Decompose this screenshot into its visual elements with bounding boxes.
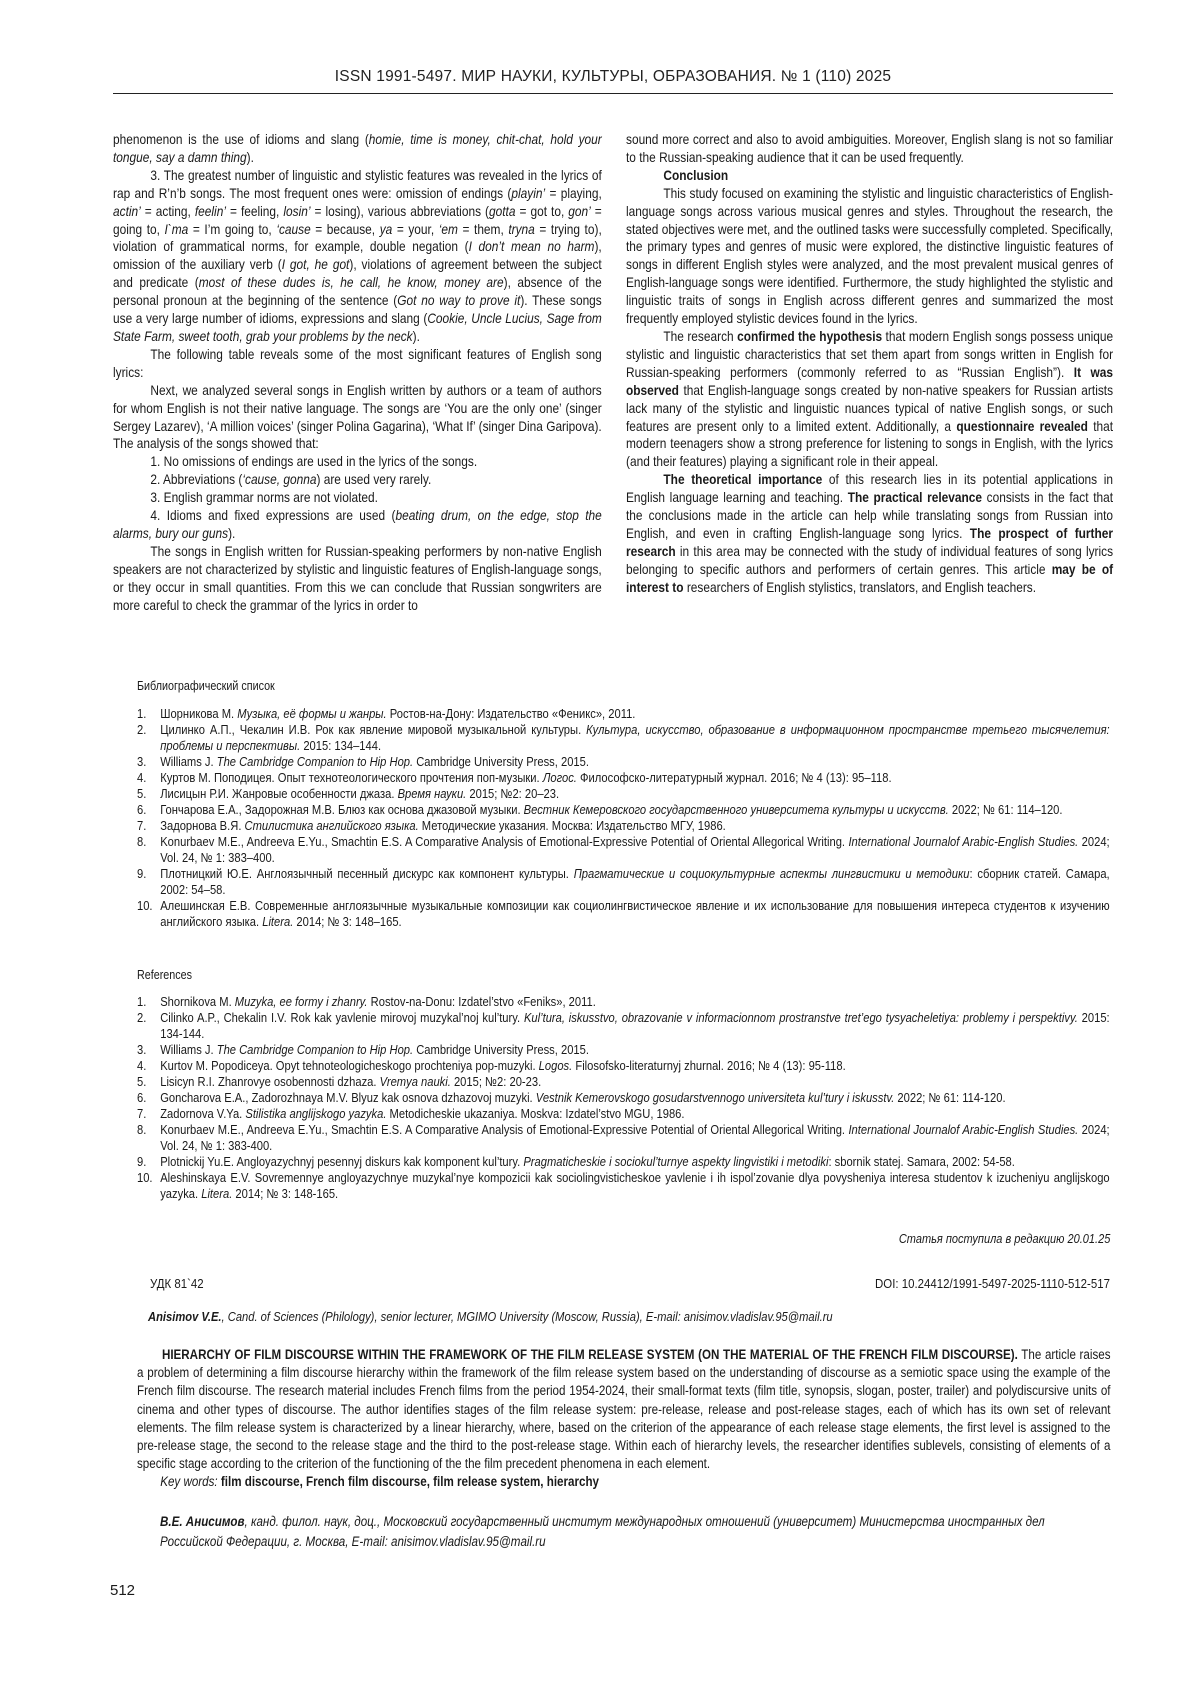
- reference-text: [160, 898, 1109, 930]
- bold-text: The prospect of further research: [626, 524, 1114, 559]
- text-run: ), violations of agreement between the subject and predicate (: [113, 256, 602, 291]
- text-run: Лисицын Р.И. Жанровые особенности джаза.: [160, 786, 398, 801]
- author-ru: [160, 1512, 1106, 1552]
- italic-text: Pragmaticheskie i sociokul’turnye aspekty lingvistiki i metodiki: [523, 1154, 829, 1169]
- italic-text: Vestnik Kemerovskogo gosudarstvennogo universiteta kul’tury i iskusstv.: [535, 1090, 895, 1105]
- text-run: The research: [663, 327, 738, 344]
- italic-text: feelin’: [194, 202, 226, 219]
- text-run: 3. English grammar norms are not violated.: [150, 489, 378, 506]
- bibliography-list: [137, 706, 1110, 930]
- italic-text: Litera.: [262, 914, 294, 929]
- bold-text: HIERARCHY OF FILM DISCOURSE WITHIN THE FRAMEWORK OF THE FILM RELEASE SYSTEM (ON THE MATERIAL OF THE FRENCH FILM DISCOURSE).: [161, 1347, 1018, 1362]
- text-run: 3. The greatest number of linguistic and stylistic features was revealed in the lyrics of rap and R’n’b songs. The most frequent ones were: omission of endings (: [113, 166, 602, 201]
- text-run: ) are used very rarely.: [316, 471, 432, 488]
- paragraph: [113, 131, 602, 167]
- text-run: consists in the fact that the conclusions made in the article can help while translating songs from Russian into English, and even in crafting English-language song lyrics.: [626, 489, 1114, 541]
- reference-item: [137, 898, 1110, 930]
- text-run: = because,: [310, 220, 380, 237]
- paragraph: [626, 471, 1113, 596]
- italic-text: Vremya nauki.: [379, 1074, 451, 1089]
- text-run: in this area may be connected with the study of individual features of song lyrics belonging to specific authors and performers of certain genres. This article: [626, 542, 1114, 577]
- reference-item: [137, 1010, 1110, 1042]
- right-column: [626, 131, 1113, 597]
- text-run: = playing,: [545, 184, 602, 201]
- reference-number: 4.: [137, 1058, 147, 1073]
- reference-number: 10.: [137, 1170, 153, 1185]
- reference-item: [137, 754, 1110, 770]
- text-run: : сборник статей. Самара, 2002: 54–58.: [160, 866, 1110, 897]
- text-run: Goncharova E.A., Zadorozhnaya M.V. Blyuz kak osnova dzhazovoj muzyki.: [160, 1090, 536, 1105]
- text-run: Konurbaev M.E., Andreeva E.Yu., Smachtin E.S. A Comparative Analysis of Emotional-Expressive Potential of Oriental Allegorical Writing.: [160, 1122, 849, 1137]
- text-run: 1. No omissions of endings are used in the lyrics of the songs.: [150, 453, 478, 470]
- paragraph: [626, 185, 1113, 328]
- text-run: Shornikova M.: [160, 994, 235, 1009]
- reference-text: [160, 706, 1109, 722]
- text-run: of this research lies in its potential applications in English language learning and teaching.: [626, 471, 1114, 506]
- italic-text: I don’t mean no harm: [468, 238, 595, 255]
- text-run: Cambridge University Press, 2015.: [413, 1042, 589, 1057]
- reference-text: [160, 1010, 1109, 1042]
- text-run: that modern English songs possess unique stylistic and linguistic characteristics that set them apart from songs written in English for Russian-speaking performers (commonly referred to as “Russian English”).: [626, 327, 1114, 380]
- reference-number: 4.: [137, 770, 147, 785]
- text-run: Cambridge University Press, 2015.: [413, 754, 589, 769]
- reference-text: [160, 754, 1109, 770]
- italic-text: Время науки.: [397, 786, 467, 801]
- reference-text: [160, 818, 1109, 834]
- text-run: ).: [412, 327, 420, 344]
- reference-number: 2.: [137, 1010, 147, 1025]
- reference-text: [160, 770, 1109, 786]
- text-run: researchers of English stylistics, translators, and English teachers.: [683, 578, 1037, 595]
- bold-text: questionnaire revealed: [956, 417, 1088, 434]
- text-run: 2024; Vol. 24, № 1: 383-400.: [160, 1122, 1110, 1153]
- italic-text: International Journalof Arabic-English Studies.: [848, 834, 1079, 849]
- text-run: The following table reveals some of the most significant features of English song lyrics:: [113, 345, 602, 380]
- reference-number: 8.: [137, 834, 147, 849]
- paragraph: [113, 489, 602, 507]
- reference-item: [137, 1154, 1110, 1170]
- italic-text: losin’: [283, 202, 311, 219]
- text-run: Metodicheskie ukazaniya. Moskva: Izdatel’stvo MGU, 1986.: [386, 1106, 685, 1121]
- reference-item: [137, 1058, 1110, 1074]
- abstract-text: [137, 1346, 1111, 1473]
- paragraph: [113, 453, 602, 471]
- paragraph: [113, 543, 602, 615]
- text-run: Методические указания. Москва: Издательство МГУ, 1986.: [418, 818, 726, 833]
- text-run: Гончарова Е.А., Задорожная М.В. Блюз как основа джазовой музыки.: [160, 802, 524, 817]
- text-run: 2022; № 61: 114–120.: [948, 802, 1063, 817]
- reference-text: [160, 1170, 1109, 1202]
- text-run: Plotnickij Yu.E. Angloyazychnyj pesennyj diskurs kak komponent kul’tury.: [160, 1154, 524, 1169]
- paragraph: [113, 382, 602, 454]
- reference-number: 6.: [137, 1090, 147, 1105]
- reference-item: [137, 706, 1110, 722]
- reference-item: [137, 1042, 1110, 1058]
- reference-text: [160, 1106, 1109, 1122]
- text-run: Шорникова М.: [160, 706, 238, 721]
- text-run: Cilinko A.P., Chekalin I.V. Rok kak yavlenie mirovoj muzykal’noj kul’tury.: [160, 1010, 524, 1025]
- received-note: Статья поступила в редакцию 20.01.25: [898, 1232, 1110, 1246]
- journal-header: ISSN 1991-5497. МИР НАУКИ, КУЛЬТУРЫ, ОБРАЗОВАНИЯ. № 1 (110) 2025: [334, 68, 892, 85]
- text-run: Lisicyn R.I. Zhanrovye osobennosti dzhaza.: [160, 1074, 380, 1089]
- text-run: Алешинская Е.В. Современные англоязычные музыкальные композиции как социолингвистическое явление и их использование для повышения интереса студентов к изучению английского языка.: [160, 898, 1110, 929]
- italic-text: Музыка, её формы и жанры.: [237, 706, 387, 721]
- text-run: Kurtov M. Popodiceya. Opyt tehnoteologicheskogo prochteniya pop-muzyki.: [160, 1058, 539, 1073]
- text-run: 2. Abbreviations (: [150, 471, 243, 488]
- paragraph: [626, 328, 1113, 471]
- italic-text: Muzyka, ee formy i zhanry.: [234, 994, 368, 1009]
- italic-text: Logos.: [538, 1058, 573, 1073]
- italic-text: The Cambridge Companion to Hip Hop.: [216, 754, 414, 769]
- page-number: 512: [110, 1582, 136, 1599]
- text-run: Куртов М. Поподицея. Опыт технотеологического прочтения поп-музыки.: [160, 770, 543, 785]
- text-run: : sbornik statej. Samara, 2002: 54-58.: [828, 1154, 1015, 1169]
- italic-text: ‘cause, gonna: [242, 471, 317, 488]
- text-run: Ростов-на-Дону: Издательство «Феникс», 2011.: [386, 706, 636, 721]
- text-run: phenomenon is the use of idioms and slang (: [113, 131, 369, 147]
- bibliography-heading: Библиографический список: [137, 679, 275, 693]
- bold-text: The theoretical importance: [663, 471, 823, 488]
- reference-number: 8.: [137, 1122, 147, 1137]
- reference-item: [137, 786, 1110, 802]
- udk-code: УДК 81`42: [150, 1276, 204, 1291]
- text-run: = them,: [457, 220, 509, 237]
- bold-text: The practical relevance: [847, 489, 983, 506]
- reference-text: [160, 1042, 1109, 1058]
- text-run: 4. Idioms and fixed expressions are used (: [150, 507, 396, 524]
- reference-text: [160, 866, 1109, 898]
- reference-item: [137, 834, 1110, 866]
- italic-text: International Journalof Arabic-English Studies.: [848, 1122, 1079, 1137]
- italic-text: gon’: [568, 202, 591, 219]
- italic-text: ya: [379, 220, 393, 237]
- italic-text: , Cand. of Sciences (Philology), senior lecturer, MGIMO University (Moscow, Russia), E-mail: anisimov.vladislav.95@mail.ru: [221, 1309, 833, 1324]
- reference-number: 7.: [137, 1106, 147, 1121]
- reference-item: [137, 1106, 1110, 1122]
- text-run: Философско-литературный журнал. 2016; № 4 (13): 95–118.: [576, 770, 892, 785]
- italic-text: Прагматические и социокультурные аспекты лингвистики и методики: [573, 866, 970, 881]
- author-en: [148, 1309, 833, 1324]
- text-run: = going to,: [113, 202, 602, 237]
- bold-text: It was observed: [626, 363, 1114, 398]
- italic-text: actin’: [113, 202, 141, 219]
- text-run: Aleshinskaya E.V. Sovremennye angloyazychnye muzykal’nye kompozicii kak sociolingvisticheskoe yavlenie i ih ispol’zovanie dlya povysheniya interesa studentov k izucheniyu anglijskogo yazyka.: [160, 1170, 1110, 1201]
- text-run: ), omission of the auxiliary verb (: [113, 238, 602, 273]
- bold-text: may be of interest to: [626, 560, 1114, 595]
- reference-item: [137, 1122, 1110, 1154]
- reference-item: [137, 770, 1110, 786]
- text-run: = losing), various abbreviations (: [310, 202, 490, 219]
- italic-text: Litera.: [201, 1186, 233, 1201]
- text-run: 2022; № 61: 114-120.: [894, 1090, 1006, 1105]
- text-run: ).: [246, 148, 254, 165]
- reference-number: 1.: [137, 994, 147, 1009]
- reference-text: [160, 722, 1109, 754]
- text-run: 2015; №2: 20-23.: [450, 1074, 542, 1089]
- italic-text: Got no way to prove it: [397, 292, 521, 309]
- reference-number: 5.: [137, 786, 147, 801]
- references-list: [137, 994, 1110, 1202]
- reference-number: 7.: [137, 818, 147, 833]
- reference-item: [137, 722, 1110, 754]
- reference-text: [160, 1090, 1109, 1106]
- bold-text: Conclusion: [663, 166, 729, 183]
- text-run: = got to,: [515, 202, 569, 219]
- italic-text: ‘cause: [276, 220, 311, 237]
- paragraph: [113, 167, 602, 346]
- italic-text: Стилистика английского языка.: [244, 818, 419, 833]
- reference-item: [137, 994, 1110, 1010]
- text-run: This study focused on examining the stylistic and linguistic characteristics of English-language songs across various musical genres and styles. Throughout the research, the stated objectives were met, and the outlined tasks were successfully completed. Specifically, the primary types and genres of music were explored, the distinctive linguistic features of songs in different English styles were analyzed, and the most prevalent musical genres of English-language songs were identified. Furthermore, the study highlighted the stylistic and linguistic traits of songs in English across different genres and summarized the most frequently employed stylistic devices found in the lyrics.: [626, 184, 1114, 327]
- bold-text: film discourse, French film discourse, film release system, hierarchy: [220, 1474, 600, 1490]
- text-run: = your,: [392, 220, 439, 237]
- text-run: 2014; № 3: 148-165.: [232, 1186, 339, 1201]
- reference-number: 2.: [137, 722, 147, 737]
- italic-text: ‘em: [438, 220, 458, 237]
- text-run: = I’m going to,: [188, 220, 277, 237]
- reference-item: [137, 866, 1110, 898]
- text-run: 2014; № 3: 148–165.: [293, 914, 402, 929]
- text-run: 2015: 134-144.: [160, 1010, 1110, 1041]
- reference-text: [160, 802, 1109, 818]
- italic-text: gotta: [489, 202, 516, 219]
- text-run: 2024; Vol. 24, № 1: 383–400.: [160, 834, 1110, 865]
- reference-number: 3.: [137, 754, 147, 769]
- text-run: sound more correct and also to avoid ambiguities. Moreover, English slang is not so familiar to the Russian-speaking audience that it can be used frequently.: [626, 131, 1114, 165]
- reference-item: [137, 818, 1110, 834]
- reference-number: 9.: [137, 866, 147, 881]
- reference-number: 9.: [137, 1154, 147, 1169]
- reference-text: [160, 1122, 1109, 1154]
- text-run: Williams J.: [160, 1042, 217, 1057]
- italic-text: beating drum, on the edge, stop the alarms, bury our guns: [113, 507, 602, 541]
- text-run: Williams J.: [160, 754, 217, 769]
- italic-text: Key words:: [160, 1474, 221, 1490]
- text-run: Anisimov V.E.: [148, 1309, 222, 1324]
- text-run: The article raises a problem of determining a film discourse hierarchy within the framework of the film release system based on the understanding of discourse as a semiotic space using the example of the French film discourse. The research material includes French films from the period 1954-2024, their small-format texts (film title, synopsis, slogan, poster, trailer) and polydiscursive units of cinema and other types of discourse. The author identifies stages of the film release system: pre-release, release and post-release stages, each of which has its own set of relevant elements. The film release system is characterized by a linear hierarchy, where, based on the criterion of the appearance of each release stage elements, the first level is assigned to the pre-release stage, the second to the release stage and the third to the post-release stage. Within each of hierarchy levels, the researcher identifies sublevels, consisting of elements of a specific stage according to the criterion of the functioning of the the film precedent phenomena in each element.: [137, 1347, 1111, 1472]
- reference-number: 6.: [137, 802, 147, 817]
- reference-text: [160, 1074, 1109, 1090]
- text-run: В.Е. Анисимов: [160, 1514, 245, 1529]
- italic-text: most of these dudes is, he call, he know, money are: [198, 274, 504, 291]
- italic-text: , канд. филол. наук, доц., Московский государственный институт международных отношений (университет) Министерства иностранных дел Российской Федерации, г. Москва, E-mail: anisimov.vladislav.95@mail.ru: [160, 1514, 1045, 1549]
- doi: DOI: 10.24412/1991-5497-2025-1110-512-517: [875, 1276, 1110, 1291]
- left-column: [113, 131, 602, 614]
- italic-text: Логос.: [542, 770, 577, 785]
- text-run: ).: [228, 524, 236, 541]
- text-run: 2015; №2: 20–23.: [466, 786, 560, 801]
- text-run: Плотницкий Ю.Е. Англоязычный песенный дискурс как компонент культуры.: [160, 866, 574, 881]
- reference-text: [160, 1058, 1109, 1074]
- references-heading: References: [137, 968, 192, 982]
- reference-number: 5.: [137, 1074, 147, 1089]
- italic-text: Культура, искусство, образование в информационном пространстве третьего тысячелетия: проблемы и перспективы.: [160, 722, 1110, 753]
- reference-item: [137, 1090, 1110, 1106]
- reference-number: 1.: [137, 706, 147, 721]
- text-run: that modern teenagers show a strong preference for listening to songs in English, with the lyrics (and their features) playing a significant role in their appeal.: [626, 417, 1114, 470]
- text-run: = feeling,: [225, 202, 284, 219]
- text-run: Zadornova V.Ya.: [160, 1106, 246, 1121]
- reference-item: [137, 802, 1110, 818]
- bold-text: confirmed the hypothesis: [737, 327, 883, 344]
- italic-text: The Cambridge Companion to Hip Hop.: [216, 1042, 414, 1057]
- italic-text: I`ma: [164, 220, 189, 237]
- text-run: Next, we analyzed several songs in English written by authors or a team of authors for whom English is not their native language. The songs are ‘You are the only one’ (singer Sergey Lazarev), ‘A million voices’ (singer Polina Gagarina), ‘What If’ (singer Dina Garipova). The analysis of the songs showed that:: [113, 381, 602, 452]
- text-run: The songs in English written for Russian-speaking performers by non-native English speakers are not characterized by stylistic and linguistic features of English-language songs, or they occur in small quantities. From this we can conclude that Russian songwriters are more careful to check the grammar of the lyrics in order to: [113, 542, 602, 613]
- italic-text: Stilistika anglijskogo yazyka.: [245, 1106, 387, 1121]
- abstract: [137, 1346, 1111, 1492]
- italic-text: Kul’tura, iskusstvo, obrazovanie v informacionnom prostranstve tret’ego tysyacheletiya: problemy i perspektivy.: [523, 1010, 1078, 1025]
- paragraph: [626, 131, 1113, 167]
- italic-text: playin’: [511, 184, 546, 201]
- italic-text: Вестник Кемеровского государственного университета культуры и искусств.: [523, 802, 949, 817]
- text-run: Rostov-na-Donu: Izdatel’stvo «Feniks», 2011.: [367, 994, 596, 1009]
- reference-text: [160, 1154, 1109, 1170]
- text-run: Filosofsko-literaturnyj zhurnal. 2016; № 4 (13): 95-118.: [572, 1058, 846, 1073]
- reference-item: [137, 1170, 1110, 1202]
- paragraph: [113, 471, 602, 489]
- reference-number: 10.: [137, 898, 153, 913]
- text-run: ), absence of the personal pronoun at the beginning of the sentence (: [113, 274, 602, 309]
- keywords: [137, 1473, 1111, 1491]
- italic-text: Cookie, Uncle Lucius, Sage from State Farm, sweet tooth, grab your problems by the neck: [113, 310, 602, 344]
- paragraph: [626, 167, 1113, 185]
- reference-number: 3.: [137, 1042, 147, 1057]
- reference-item: [137, 1074, 1110, 1090]
- text-run: Задорнова В.Я.: [160, 818, 245, 833]
- header-rule: [113, 93, 1113, 94]
- text-run: ). These songs use a very large number of idioms, expressions and slang (: [113, 292, 602, 327]
- reference-text: [160, 786, 1109, 802]
- italic-text: tryna: [508, 220, 535, 237]
- italic-text: I got, he got: [281, 256, 350, 273]
- paragraph: [113, 346, 602, 382]
- reference-text: [160, 994, 1109, 1010]
- text-run: = acting,: [140, 202, 195, 219]
- reference-text: [160, 834, 1109, 866]
- text-run: Цилинко А.П., Чекалин И.В. Рок как явление мировой музыкальной культуры.: [160, 722, 587, 737]
- paragraph: [113, 507, 602, 543]
- text-run: Konurbaev M.E., Andreeva E.Yu., Smachtin E.S. A Comparative Analysis of Emotional-Expressive Potential of Oriental Allegorical Writing.: [160, 834, 849, 849]
- text-run: = trying to), violation of grammatical norms, for example, double negation (: [113, 220, 602, 255]
- text-run: 2015: 134–144.: [300, 738, 382, 753]
- italic-text: homie, time is money, chit-chat, hold your tongue, say a damn thing: [113, 131, 602, 165]
- text-run: that English-language songs created by non-native speakers for Russian artists lack many of the stylistic and linguistic nuances typical of native English songs, or such features are present only to a limited extent. Additionally, a: [626, 381, 1114, 434]
